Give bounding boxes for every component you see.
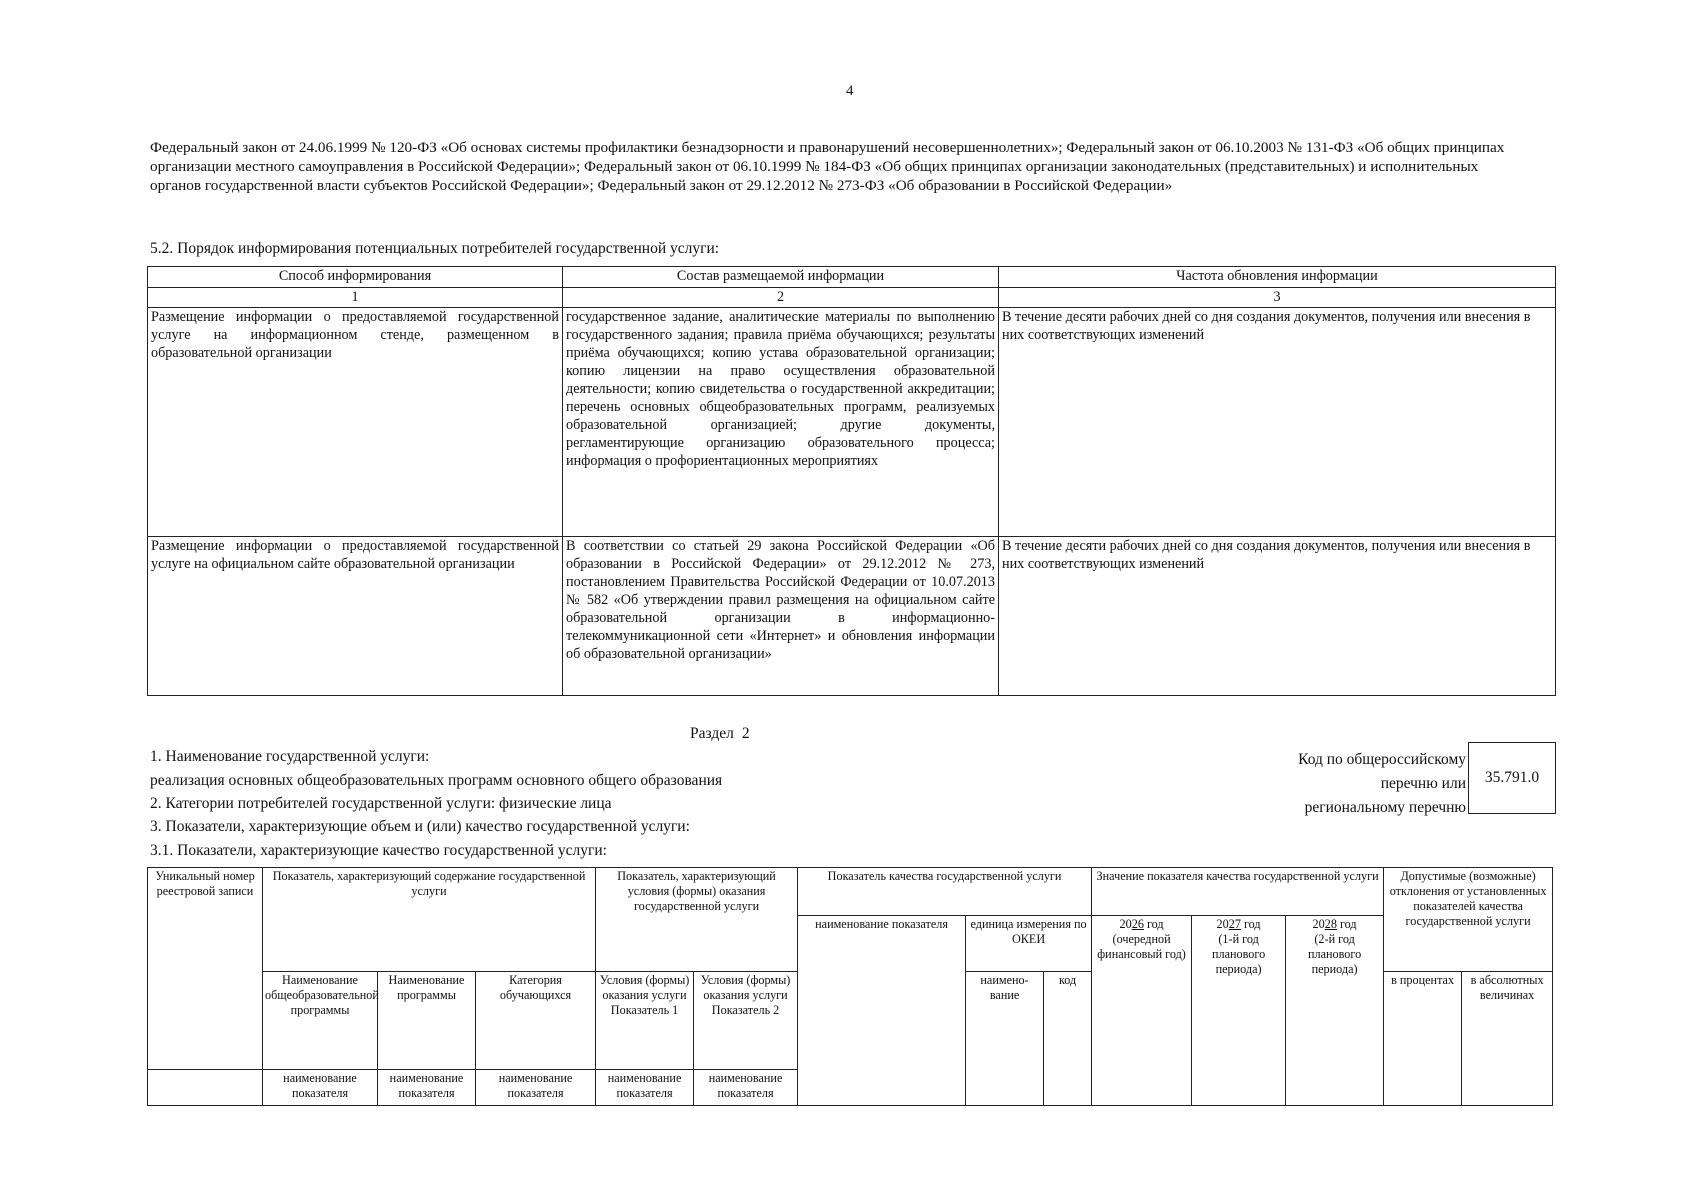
indicator-name-label: наименование показателя <box>378 1070 476 1106</box>
subheader-condition-1: Условия (формы) оказания услуги Показатель 1 <box>596 972 694 1070</box>
registry-code-label <box>1230 748 1466 820</box>
header-year-1 <box>1092 916 1192 1106</box>
table-row <box>148 308 1556 537</box>
header-conditions-indicator: Показатель, характеризующий условия (формы) оказания государственной услуги <box>596 868 798 972</box>
section-number: 2 <box>741 725 750 742</box>
year-description: (2-й год планового периода) <box>1307 932 1362 976</box>
year-value: 26 <box>1131 917 1144 931</box>
header-deviation: Допустимые (возможные) отклонения от установленных показателей качества государственной услуги <box>1384 868 1553 972</box>
section-label: Раздел <box>690 725 734 742</box>
subheader-absolute: в абсолютных величинах <box>1462 972 1553 1106</box>
year-prefix: 20 <box>1312 917 1325 931</box>
header-unit-okei: единица измерения по ОКЕИ <box>966 916 1092 972</box>
header-content-indicator: Показатель, характеризующий содержание государственной услуги <box>263 868 596 972</box>
method-cell: Размещение информации о предоставляемой государственной услуге на официальном сайте образовательной организации <box>148 537 563 696</box>
informing-table <box>147 266 1556 696</box>
indicators-heading: 3. Показатели, характеризующие объем и (или) качество государственной услуги: <box>150 818 690 835</box>
column-number: 2 <box>563 288 999 308</box>
indicator-name-label: наименование показателя <box>263 1070 378 1106</box>
year-value: 28 <box>1324 917 1337 931</box>
header-year-2 <box>1192 916 1286 1106</box>
year-suffix: год <box>1339 917 1357 931</box>
header-content: Состав размещаемой информации <box>563 267 999 288</box>
year-description: (очередной финансовый год) <box>1097 932 1186 961</box>
page-number: 4 <box>846 83 854 99</box>
header-year-3 <box>1286 916 1384 1106</box>
header-unique-number: Уникальный номер реестровой записи <box>148 868 263 1070</box>
subheader-category: Категория обучающихся <box>476 972 596 1070</box>
indicator-name-label: наименование показателя <box>476 1070 596 1106</box>
section-5-2-title: 5.2. Порядок информирования потенциальных потребителей государственной услуги: <box>150 240 720 257</box>
method-cell: Размещение информации о предоставляемой государственной услуге на информационном стенде, размещенном в образовательной организации <box>148 308 563 537</box>
indicator-name-label: наименование показателя <box>596 1070 694 1106</box>
year-prefix: 20 <box>1216 917 1229 931</box>
subheader-unit-code: код <box>1044 972 1092 1106</box>
service-name-value: реализация основных общеобразовательных программ основного общего образования <box>150 772 723 789</box>
year-description: (1-й год планового периода) <box>1211 932 1266 976</box>
quality-indicators-table <box>147 867 1553 1106</box>
frequency-cell: В течение десяти рабочих дней со дня создания документов, получения или внесения в них соответствующих изменений <box>999 308 1556 537</box>
registry-code-box: 35.791.0 <box>1468 742 1556 814</box>
header-method: Способ информирования <box>148 267 563 288</box>
year-value: 27 <box>1228 917 1241 931</box>
content-cell: В соответствии со статьей 29 закона Российской Федерации «Об образовании в Российской Федерации» от 29.12.2012 № 273, постановлением Правительства Российской Федерации от 10.07.2013 № 582 «Об утверждении правил размещения на официальном сайте образовательной организации в информационно-телекоммуникационной сети «Интернет» и обновления информации об образовательной организации» <box>563 537 999 696</box>
code-label-line: региональному перечню <box>1304 799 1466 816</box>
year-suffix: год <box>1146 917 1164 931</box>
code-label-line: Код по общероссийскому <box>1298 751 1466 768</box>
indicator-name-label: наименование показателя <box>694 1070 798 1106</box>
subheader-condition-2: Условия (формы) оказания услуги Показатель 2 <box>694 972 798 1070</box>
content-cell: государственное задание, аналитические материалы по выполнению государственного задания; правила приёма обучающихся; результаты приёма обучающихся; копию устава образовательной организации; копию лицензии на право осуществления образовательной деятельности; копию свидетельства о государственной аккредитации; перечень основных общеобразовательных программ, реализуемых образовательной организацией; другие документы, регламентирующие организацию образовательного процесса; информация о профориентационных мероприятиях <box>563 308 999 537</box>
legal-basis-text: Федеральный закон от 24.06.1999 № 120-ФЗ «Об основах системы профилактики безнадзорности и правонарушений несовершеннолетних»; Федеральный закон от 06.10.2003 № 131-ФЗ «Об общих принципах организации местного самоуправления в Российской Федерации»; Федеральный закон от 06.10.1999 № 184-ФЗ «Об общих принципах организации законодательных (представительных) и исполнительных органов государственной власти субъектов Российской Федерации»; Федеральный закон от 29.12.2012 № 273-ФЗ «Об образовании в Российской Федерации» <box>150 139 1505 194</box>
quality-indicators-heading: 3.1. Показатели, характеризующие качество государственной услуги: <box>150 842 607 859</box>
service-name-label: 1. Наименование государственной услуги: <box>150 748 430 765</box>
subheader-program-name: Наименование общеобразовательной программы <box>263 972 378 1070</box>
header-indicator-name: наименование показателя <box>798 916 966 1106</box>
year-suffix: год <box>1243 917 1261 931</box>
header-indicator-value: Значение показателя качества государственной услуги <box>1092 868 1384 916</box>
header-quality-indicator: Показатель качества государственной услуги <box>798 868 1092 916</box>
code-label-line: перечню или <box>1380 775 1466 792</box>
header-frequency: Частота обновления информации <box>999 267 1556 288</box>
empty-cell <box>148 1070 263 1106</box>
frequency-cell: В течение десяти рабочих дней со дня создания документов, получения или внесения в них соответствующих изменений <box>999 537 1556 696</box>
subheader-percent: в процентах <box>1384 972 1462 1106</box>
column-number: 3 <box>999 288 1556 308</box>
column-number: 1 <box>148 288 563 308</box>
table-row <box>148 537 1556 696</box>
consumer-categories: 2. Категории потребителей государственной услуги: физические лица <box>150 795 612 812</box>
subheader-unit-name: наимено-вание <box>966 972 1044 1106</box>
section-heading <box>690 725 750 743</box>
subheader-program: Наименование программы <box>378 972 476 1070</box>
year-prefix: 20 <box>1119 917 1132 931</box>
